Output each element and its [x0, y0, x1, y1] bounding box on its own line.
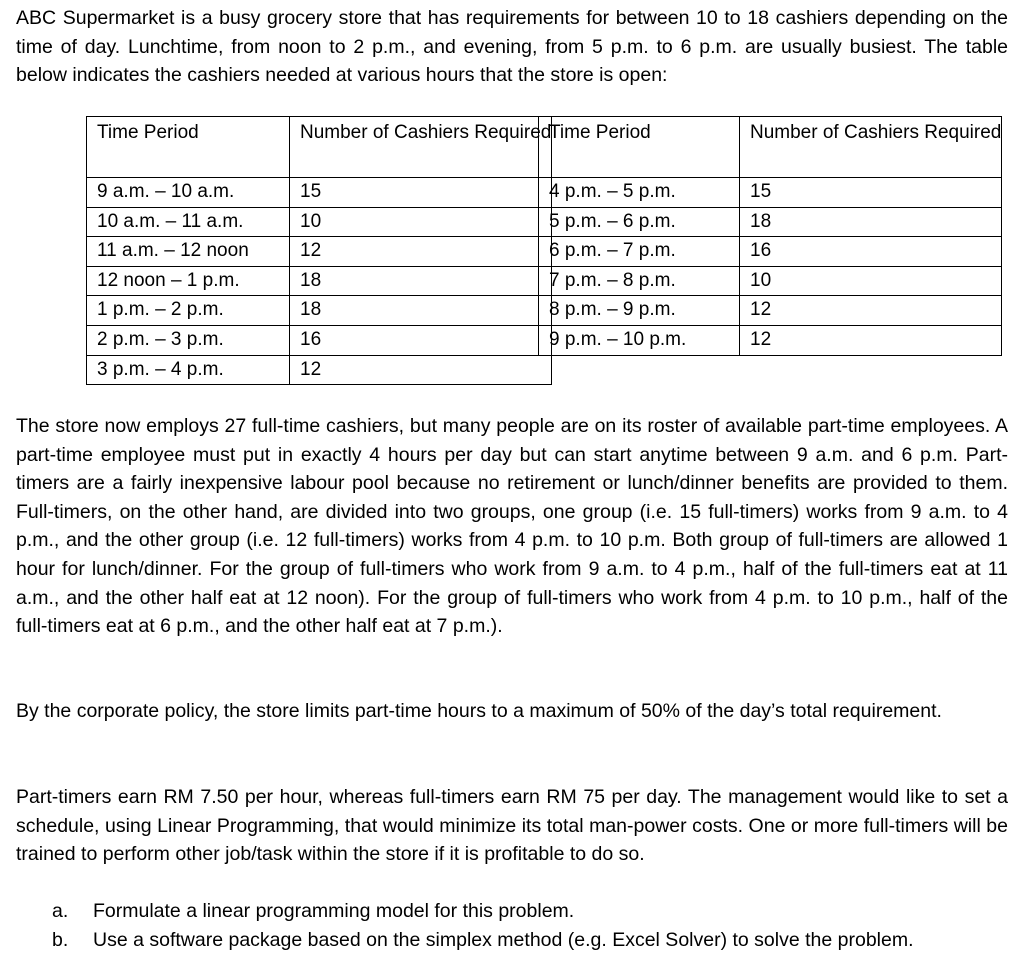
table-row [87, 355, 552, 385]
time-period-cell: 2 p.m. – 3 p.m. [87, 325, 290, 355]
time-period-cell: 12 noon – 1 p.m. [87, 266, 290, 296]
time-period-cell: 9 a.m. – 10 a.m. [87, 178, 290, 208]
task-marker: b. [52, 929, 69, 951]
task-text: Formulate a linear programming model for this problem. [93, 900, 575, 922]
time-period-cell: 3 p.m. – 4 p.m. [87, 355, 290, 385]
header-cashiers-required: Number of Cashiers Required [290, 117, 552, 178]
header-cashiers-required: Number of Cashiers Required [740, 117, 1002, 178]
cashiers-cell: 18 [740, 207, 1002, 237]
table-row [87, 178, 552, 208]
header-time-period: Time Period [87, 117, 290, 178]
table-header-row [539, 117, 1002, 178]
time-period-cell: 10 a.m. – 11 a.m. [87, 207, 290, 237]
table-row [87, 207, 552, 237]
cashier-table-morning [86, 116, 552, 385]
table-row [539, 207, 1002, 237]
time-period-cell: 4 p.m. – 5 p.m. [539, 178, 740, 208]
intro-paragraph: ABC Supermarket is a busy grocery store that has requirements for between 10 to 18 cashiers depending on the time of day. Lunchtime, from noon to 2 p.m., and evening, from 5 p.m. to 6 p.m. are usually busiest. The table below indicates the cashiers needed at various hours that the store is open: [16, 7, 1008, 87]
list-item [52, 926, 1012, 955]
cashiers-cell: 12 [290, 237, 552, 267]
time-period-cell: 7 p.m. – 8 p.m. [539, 266, 740, 296]
table-header-row [87, 117, 552, 178]
time-period-cell: 1 p.m. – 2 p.m. [87, 296, 290, 326]
time-period-cell: 5 p.m. – 6 p.m. [539, 207, 740, 237]
cashiers-cell: 18 [290, 296, 552, 326]
table-row [539, 266, 1002, 296]
cashiers-cell: 16 [290, 325, 552, 355]
table-row [539, 296, 1002, 326]
cashiers-cell: 12 [290, 355, 552, 385]
task-text: Use a software package based on the simplex method (e.g. Excel Solver) to solve the problem. [93, 929, 914, 951]
time-period-cell: 9 p.m. – 10 p.m. [539, 325, 740, 355]
cashiers-cell: 18 [290, 266, 552, 296]
task-list [52, 897, 1012, 955]
policy-paragraph: By the corporate policy, the store limits part-time hours to a maximum of 50% of the day’s total requirement. [16, 700, 942, 722]
list-item [52, 897, 1012, 926]
table-row [87, 237, 552, 267]
cashiers-cell: 10 [740, 266, 1002, 296]
time-period-cell: 11 a.m. – 12 noon [87, 237, 290, 267]
table-row [539, 237, 1002, 267]
time-period-cell: 8 p.m. – 9 p.m. [539, 296, 740, 326]
cashiers-cell: 16 [740, 237, 1002, 267]
cashiers-cell: 12 [740, 325, 1002, 355]
cashiers-cell: 15 [740, 178, 1002, 208]
cashier-table-evening [538, 116, 1002, 356]
task-marker: a. [52, 900, 69, 922]
table-row [87, 325, 552, 355]
table-row [87, 296, 552, 326]
employment-paragraph: The store now employs 27 full-time cashiers, but many people are on its roster of available part-time employees. A part-time employee must put in exactly 4 hours per day but can start anytime between 9 a.m. and 6 p.m. Part-timers are a fairly inexpensive labour pool because no retirement or lunch/dinner benefits are provided to them. Full-timers, on the other hand, are divided into two groups, one group (i.e. 15 full-timers) works from 9 a.m. to 4 p.m., and the other group (i.e. 12 full-timers) works from 4 p.m. to 10 p.m. Both group of full-timers are allowed 1 hour for lunch/dinner. For the group of full-timers who work from 9 a.m. to 4 p.m., half of the full-timers eat at 11 a.m., and the other half eat at 12 noon). For the group of full-timers who work from 4 p.m. to 10 p.m., half of the full-timers eat at 6 p.m., and the other half eat at 7 p.m.). [16, 415, 1008, 638]
table-row [87, 266, 552, 296]
table-row [539, 178, 1002, 208]
cashiers-cell: 12 [740, 296, 1002, 326]
cashiers-cell: 15 [290, 178, 552, 208]
cashiers-cell: 10 [290, 207, 552, 237]
wages-paragraph: Part-timers earn RM 7.50 per hour, whereas full-timers earn RM 75 per day. The management would like to set a schedule, using Linear Programming, that would minimize its total man-power costs. One or more full-timers will be trained to perform other job/task within the store if it is profitable to do so. [16, 786, 1008, 866]
header-time-period: Time Period [539, 117, 740, 178]
table-row [539, 325, 1002, 355]
time-period-cell: 6 p.m. – 7 p.m. [539, 237, 740, 267]
